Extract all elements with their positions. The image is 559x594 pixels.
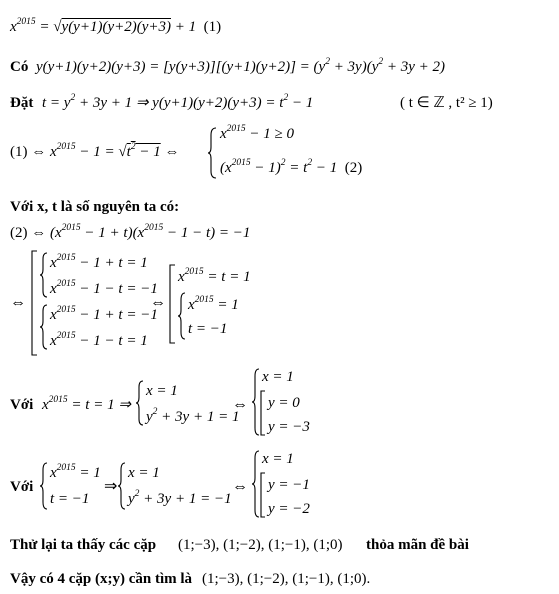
system-brace-1 xyxy=(208,127,218,179)
voi-2-result-2: y = −1 xyxy=(268,477,310,493)
voi-1-result-1: x = 1 xyxy=(262,369,294,385)
case-line-1: $x^{2015} - 1 + t = 1$ xyxy=(50,253,148,271)
voi-2-system-2: $y^2 + 3y + 1 = -1$ xyxy=(128,489,232,507)
system-1-line-2: $(x^{2015} - 1)^2 = t^2 - 1$ (2) xyxy=(220,158,363,176)
voi-label-1: Với xyxy=(10,397,34,413)
equation-1: $x^{2015} = √y(y+1)(y+2)(y+3) + 1$ (1) xyxy=(10,17,222,35)
co-label: Có xyxy=(10,59,29,75)
voi-1-result-2: y = 0 xyxy=(268,395,300,411)
check-pairs: (1;−3), (1;−2), (1;−1), (1;0) xyxy=(178,537,343,553)
case-line-2: $x^{2015} - 1 - t = -1$ xyxy=(50,279,158,297)
final-pairs: (1;−3), (1;−2), (1;−1), (1;0). xyxy=(202,571,371,587)
voi-2-system-brace xyxy=(118,462,126,510)
voi-1-result-brace xyxy=(252,368,260,436)
voi-2-brace xyxy=(40,462,48,510)
equivalence-1: (1) ⇔ $x^{2015} - 1 = √t^2 - 1$ ⇔ xyxy=(10,142,180,160)
result-line-3: t = −1 xyxy=(188,321,228,337)
voi-2-result-bracket xyxy=(260,472,266,518)
voi-2-system-1: x = 1 xyxy=(128,465,160,481)
voi-1-result-3: y = −3 xyxy=(268,419,310,435)
voi-1-arrow: ⇔ xyxy=(232,396,248,413)
case-line-4: $x^{2015} - 1 - t = 1$ xyxy=(50,331,148,349)
voi-1-result-bracket xyxy=(260,390,266,436)
result-bracket xyxy=(168,264,176,344)
integer-statement: Với x, t là số nguyên ta có: xyxy=(10,199,180,215)
outer-bracket xyxy=(30,250,38,356)
final-text: Vậy có 4 cặp (x;y) cần tìm là xyxy=(10,571,193,587)
dat-label: Đặt xyxy=(10,95,34,111)
check-end: thỏa mãn đề bài xyxy=(366,537,469,553)
substitution-expression: $t = y^2 + 3y + 1$ ⇒ $y(y+1)(y+2)(y+3) = t^2 - 1$ xyxy=(42,93,314,111)
result-line-1: $x^{2015} = t = 1$ xyxy=(178,267,251,285)
voi-1-system-2: $y^2 + 3y + 1 = 1$ xyxy=(146,407,240,425)
case-line-3: $x^{2015} - 1 + t = -1$ xyxy=(50,305,158,323)
voi-2-result-brace xyxy=(252,450,260,518)
system-1-line-1: $x^{2015} - 1 \ge 0$ xyxy=(220,124,295,142)
case-brace-2 xyxy=(40,304,48,350)
equation-2: (2) ⇔ $(x^{2015} - 1 + t)(x^{2015} - 1 - t) = -1$ xyxy=(10,223,251,241)
voi-2-condition-1: $x^{2015} = 1$ xyxy=(50,463,101,481)
voi-1-brace xyxy=(136,380,144,426)
voi-1-condition: $x^{2015} = t = 1$ ⇒ xyxy=(42,395,131,413)
result-line-2: $x^{2015} = 1$ xyxy=(188,295,239,313)
voi-2-condition-2: t = −1 xyxy=(50,491,90,507)
voi-2-implies: ⇒ xyxy=(104,478,118,495)
voi-2-result-3: y = −2 xyxy=(268,501,310,517)
substitution-condition: ( t ∈ ℤ , t² ≥ 1) xyxy=(400,95,493,111)
equivalence-arrow-2: ⇔ xyxy=(150,294,166,311)
check-text: Thử lại ta thấy các cặp xyxy=(10,537,157,553)
voi-1-system-1: x = 1 xyxy=(146,383,178,399)
voi-label-2: Với xyxy=(10,479,34,495)
voi-2-arrow: ⇔ xyxy=(232,478,248,495)
factor-expression: $y(y+1)(y+2)(y+3) = [y(y+3)][(y+1)(y+2)] = (y^2 + 3y)(y^2 + 3y + 2)$ xyxy=(36,57,446,75)
voi-2-result-1: x = 1 xyxy=(262,451,294,467)
result-brace xyxy=(178,292,186,340)
equivalence-arrow: ⇔ xyxy=(10,294,26,311)
case-brace-1 xyxy=(40,252,48,298)
